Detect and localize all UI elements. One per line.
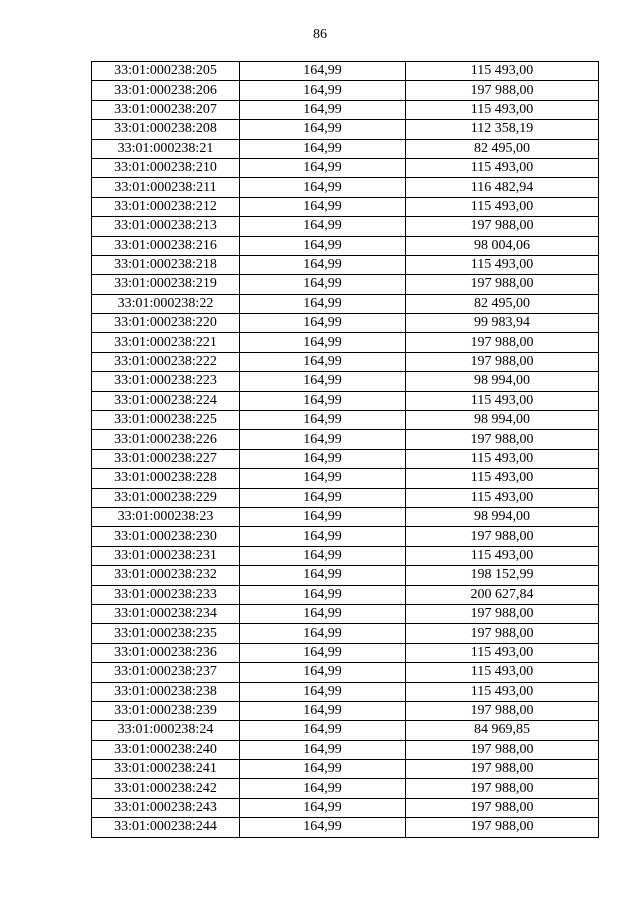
cadastral-number-cell: 33:01:000238:230 bbox=[92, 527, 240, 546]
cadastral-number-cell: 33:01:000238:206 bbox=[92, 81, 240, 100]
cadastral-number-cell: 33:01:000238:22 bbox=[92, 294, 240, 313]
cadastral-value-cell: 99 983,94 bbox=[406, 314, 599, 333]
cadastral-value-cell: 115 493,00 bbox=[406, 643, 599, 662]
cadastral-value-cell: 115 493,00 bbox=[406, 255, 599, 274]
table-row bbox=[92, 663, 599, 682]
cadastral-number-cell: 33:01:000238:225 bbox=[92, 411, 240, 430]
cadastral-value-cell: 197 988,00 bbox=[406, 624, 599, 643]
table-row bbox=[92, 507, 599, 526]
rate-cell: 164,99 bbox=[240, 178, 406, 197]
cadastral-value-cell: 115 493,00 bbox=[406, 663, 599, 682]
table-row bbox=[92, 643, 599, 662]
table-row bbox=[92, 760, 599, 779]
cadastral-number-cell: 33:01:000238:241 bbox=[92, 760, 240, 779]
cadastral-number-cell: 33:01:000238:219 bbox=[92, 275, 240, 294]
rate-cell: 164,99 bbox=[240, 314, 406, 333]
rate-cell: 164,99 bbox=[240, 217, 406, 236]
rate-cell: 164,99 bbox=[240, 507, 406, 526]
rate-cell: 164,99 bbox=[240, 352, 406, 371]
cadastral-value-cell: 197 988,00 bbox=[406, 430, 599, 449]
cadastral-number-cell: 33:01:000238:213 bbox=[92, 217, 240, 236]
table-row bbox=[92, 255, 599, 274]
cadastral-value-cell: 197 988,00 bbox=[406, 217, 599, 236]
cadastral-number-cell: 33:01:000238:233 bbox=[92, 585, 240, 604]
table-row bbox=[92, 139, 599, 158]
table-row bbox=[92, 818, 599, 837]
rate-cell: 164,99 bbox=[240, 469, 406, 488]
rate-cell: 164,99 bbox=[240, 663, 406, 682]
table-row bbox=[92, 100, 599, 119]
rate-cell: 164,99 bbox=[240, 701, 406, 720]
rate-cell: 164,99 bbox=[240, 372, 406, 391]
cadastral-value-cell: 115 493,00 bbox=[406, 469, 599, 488]
cadastral-value-cell: 115 493,00 bbox=[406, 488, 599, 507]
cadastral-value-cell: 84 969,85 bbox=[406, 721, 599, 740]
cadastral-number-cell: 33:01:000238:243 bbox=[92, 798, 240, 817]
cadastral-number-cell: 33:01:000238:218 bbox=[92, 255, 240, 274]
cadastral-number-cell: 33:01:000238:210 bbox=[92, 158, 240, 177]
cadastral-value-cell: 82 495,00 bbox=[406, 139, 599, 158]
cadastral-value-cell: 197 988,00 bbox=[406, 760, 599, 779]
cadastral-number-cell: 33:01:000238:235 bbox=[92, 624, 240, 643]
table-row bbox=[92, 62, 599, 81]
rate-cell: 164,99 bbox=[240, 566, 406, 585]
cadastral-value-cell: 197 988,00 bbox=[406, 527, 599, 546]
cadastral-value-cell: 98 994,00 bbox=[406, 372, 599, 391]
table-row bbox=[92, 236, 599, 255]
cadastral-value-cell: 115 493,00 bbox=[406, 546, 599, 565]
table-row bbox=[92, 333, 599, 352]
rate-cell: 164,99 bbox=[240, 120, 406, 139]
rate-cell: 164,99 bbox=[240, 740, 406, 759]
cadastral-value-cell: 197 988,00 bbox=[406, 604, 599, 623]
table-row bbox=[92, 701, 599, 720]
cadastral-value-cell: 197 988,00 bbox=[406, 798, 599, 817]
rate-cell: 164,99 bbox=[240, 546, 406, 565]
cadastral-number-cell: 33:01:000238:224 bbox=[92, 391, 240, 410]
table-row bbox=[92, 604, 599, 623]
cadastral-value-cell: 200 627,84 bbox=[406, 585, 599, 604]
rate-cell: 164,99 bbox=[240, 585, 406, 604]
rate-cell: 164,99 bbox=[240, 81, 406, 100]
cadastral-number-cell: 33:01:000238:237 bbox=[92, 663, 240, 682]
table-row bbox=[92, 779, 599, 798]
cadastral-number-cell: 33:01:000238:239 bbox=[92, 701, 240, 720]
cadastral-number-cell: 33:01:000238:221 bbox=[92, 333, 240, 352]
cadastral-value-cell: 198 152,99 bbox=[406, 566, 599, 585]
cadastral-number-cell: 33:01:000238:212 bbox=[92, 197, 240, 216]
cadastral-value-cell: 98 994,00 bbox=[406, 411, 599, 430]
table-row bbox=[92, 527, 599, 546]
cadastral-number-cell: 33:01:000238:229 bbox=[92, 488, 240, 507]
cadastral-number-cell: 33:01:000238:231 bbox=[92, 546, 240, 565]
table-row bbox=[92, 178, 599, 197]
table-row bbox=[92, 391, 599, 410]
cadastral-number-cell: 33:01:000238:226 bbox=[92, 430, 240, 449]
cadastral-value-cell: 197 988,00 bbox=[406, 779, 599, 798]
rate-cell: 164,99 bbox=[240, 798, 406, 817]
cadastral-number-cell: 33:01:000238:244 bbox=[92, 818, 240, 837]
rate-cell: 164,99 bbox=[240, 100, 406, 119]
cadastral-number-cell: 33:01:000238:23 bbox=[92, 507, 240, 526]
cadastral-number-cell: 33:01:000238:234 bbox=[92, 604, 240, 623]
rate-cell: 164,99 bbox=[240, 275, 406, 294]
rate-cell: 164,99 bbox=[240, 624, 406, 643]
cadastral-value-cell: 98 004,06 bbox=[406, 236, 599, 255]
rate-cell: 164,99 bbox=[240, 682, 406, 701]
rate-cell: 164,99 bbox=[240, 449, 406, 468]
cadastral-value-cell: 197 988,00 bbox=[406, 740, 599, 759]
table-row bbox=[92, 585, 599, 604]
table-row bbox=[92, 624, 599, 643]
rate-cell: 164,99 bbox=[240, 158, 406, 177]
rate-cell: 164,99 bbox=[240, 527, 406, 546]
table-row bbox=[92, 449, 599, 468]
rate-cell: 164,99 bbox=[240, 294, 406, 313]
table-row bbox=[92, 294, 599, 313]
table-row bbox=[92, 197, 599, 216]
table-row bbox=[92, 217, 599, 236]
rate-cell: 164,99 bbox=[240, 430, 406, 449]
rate-cell: 164,99 bbox=[240, 411, 406, 430]
table-row bbox=[92, 314, 599, 333]
rate-cell: 164,99 bbox=[240, 643, 406, 662]
cadastral-value-cell: 82 495,00 bbox=[406, 294, 599, 313]
cadastral-number-cell: 33:01:000238:24 bbox=[92, 721, 240, 740]
cadastral-number-cell: 33:01:000238:228 bbox=[92, 469, 240, 488]
rate-cell: 164,99 bbox=[240, 818, 406, 837]
cadastral-value-cell: 98 994,00 bbox=[406, 507, 599, 526]
rate-cell: 164,99 bbox=[240, 779, 406, 798]
cadastral-value-cell: 115 493,00 bbox=[406, 100, 599, 119]
cadastral-number-cell: 33:01:000238:238 bbox=[92, 682, 240, 701]
cadastral-number-cell: 33:01:000238:220 bbox=[92, 314, 240, 333]
cadastral-value-cell: 115 493,00 bbox=[406, 682, 599, 701]
cadastral-value-table bbox=[91, 61, 599, 838]
table-row bbox=[92, 740, 599, 759]
cadastral-number-cell: 33:01:000238:207 bbox=[92, 100, 240, 119]
cadastral-number-cell: 33:01:000238:240 bbox=[92, 740, 240, 759]
rate-cell: 164,99 bbox=[240, 604, 406, 623]
cadastral-value-cell: 197 988,00 bbox=[406, 275, 599, 294]
cadastral-number-cell: 33:01:000238:227 bbox=[92, 449, 240, 468]
table-row bbox=[92, 682, 599, 701]
cadastral-number-cell: 33:01:000238:232 bbox=[92, 566, 240, 585]
rate-cell: 164,99 bbox=[240, 488, 406, 507]
cadastral-value-cell: 115 493,00 bbox=[406, 62, 599, 81]
table-row bbox=[92, 120, 599, 139]
table-row bbox=[92, 411, 599, 430]
rate-cell: 164,99 bbox=[240, 139, 406, 158]
table-row bbox=[92, 566, 599, 585]
rate-cell: 164,99 bbox=[240, 391, 406, 410]
table-row bbox=[92, 546, 599, 565]
rate-cell: 164,99 bbox=[240, 236, 406, 255]
cadastral-number-cell: 33:01:000238:222 bbox=[92, 352, 240, 371]
table-row bbox=[92, 81, 599, 100]
cadastral-value-cell: 197 988,00 bbox=[406, 701, 599, 720]
table-row bbox=[92, 488, 599, 507]
table-row bbox=[92, 469, 599, 488]
cadastral-number-cell: 33:01:000238:205 bbox=[92, 62, 240, 81]
table-row bbox=[92, 721, 599, 740]
cadastral-value-cell: 197 988,00 bbox=[406, 352, 599, 371]
rate-cell: 164,99 bbox=[240, 62, 406, 81]
cadastral-value-cell: 115 493,00 bbox=[406, 391, 599, 410]
table-row bbox=[92, 275, 599, 294]
rate-cell: 164,99 bbox=[240, 255, 406, 274]
cadastral-number-cell: 33:01:000238:236 bbox=[92, 643, 240, 662]
rate-cell: 164,99 bbox=[240, 333, 406, 352]
cadastral-value-cell: 116 482,94 bbox=[406, 178, 599, 197]
rate-cell: 164,99 bbox=[240, 197, 406, 216]
rate-cell: 164,99 bbox=[240, 721, 406, 740]
table-row bbox=[92, 352, 599, 371]
cadastral-value-cell: 197 988,00 bbox=[406, 818, 599, 837]
cadastral-value-cell: 197 988,00 bbox=[406, 81, 599, 100]
cadastral-value-cell: 197 988,00 bbox=[406, 333, 599, 352]
cadastral-value-cell: 112 358,19 bbox=[406, 120, 599, 139]
cadastral-number-cell: 33:01:000238:216 bbox=[92, 236, 240, 255]
table-row bbox=[92, 372, 599, 391]
page-number: 86 bbox=[313, 27, 327, 42]
cadastral-value-cell: 115 493,00 bbox=[406, 158, 599, 177]
cadastral-number-cell: 33:01:000238:21 bbox=[92, 139, 240, 158]
cadastral-number-cell: 33:01:000238:242 bbox=[92, 779, 240, 798]
rate-cell: 164,99 bbox=[240, 760, 406, 779]
table-body bbox=[92, 62, 599, 838]
cadastral-value-cell: 115 493,00 bbox=[406, 197, 599, 216]
cadastral-number-cell: 33:01:000238:223 bbox=[92, 372, 240, 391]
cadastral-number-cell: 33:01:000238:208 bbox=[92, 120, 240, 139]
table-row bbox=[92, 798, 599, 817]
cadastral-value-cell: 115 493,00 bbox=[406, 449, 599, 468]
table-row bbox=[92, 158, 599, 177]
cadastral-number-cell: 33:01:000238:211 bbox=[92, 178, 240, 197]
table-row bbox=[92, 430, 599, 449]
